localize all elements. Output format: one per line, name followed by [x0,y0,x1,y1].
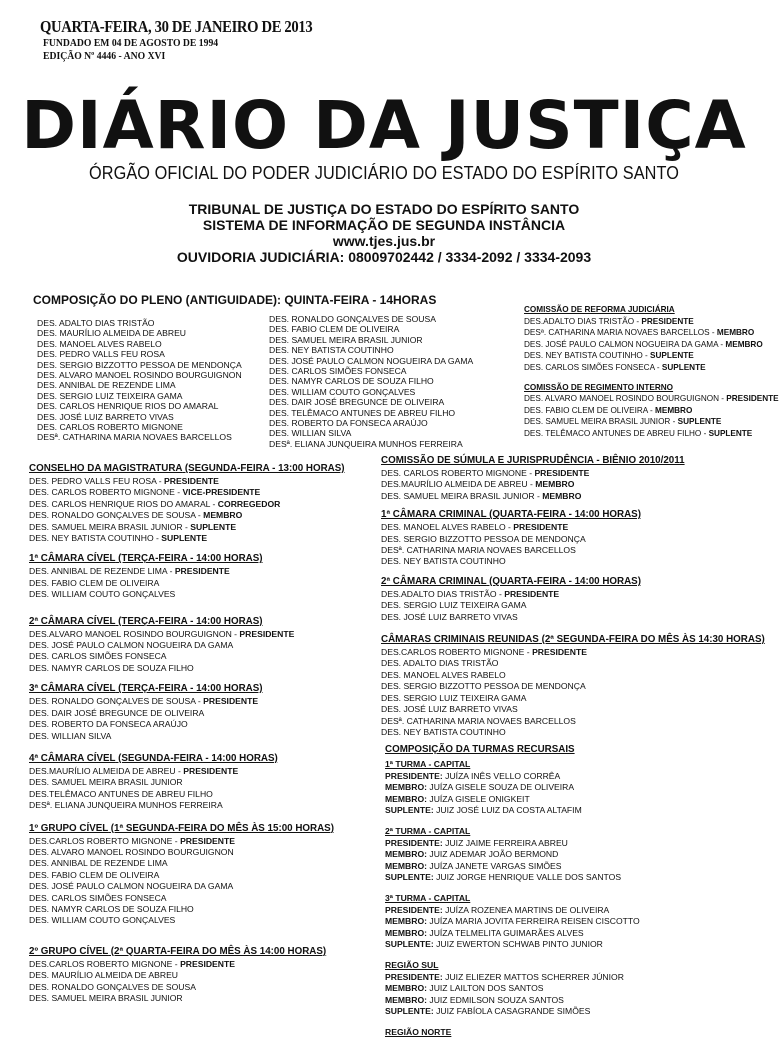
pleno-member: DES. SAMUEL MEIRA BRASIL JUNIOR [269,334,423,345]
member-name: DES. NEY BATISTA COUTINHO [29,533,154,544]
section-heading [381,575,765,589]
commission-member: DES. FABIO CLEM DE OLIVEIRA - MEMBRO [524,405,693,415]
turma-title: 1ª TURMA - CAPITAL [385,759,471,770]
section-member [381,727,765,738]
turma-row [381,849,765,860]
spacer [29,927,345,945]
pleno-member: DES. ROBERTO DA FONSECA ARAÚJO [269,418,428,429]
member-name: DES. SAMUEL MEIRA BRASIL JUNIOR [381,490,535,501]
turma-member-name: JUIZ ADEMAR JOÃO BERMOND [429,849,559,860]
member-name: DES. RONALDO GONÇALVES DE SOUSA [29,510,196,521]
right-sections-column [381,454,765,1039]
member-name: DES. CARLOS ROBERTO MIGNONE [29,487,175,498]
member-name: DES. WILLIAM COUTO GONÇALVES [29,915,176,926]
section-member [29,708,345,719]
section-member [29,640,345,651]
turma-role-label: SUPLENTE: [385,1006,434,1017]
section-title: 1ª CÂMARA CÍVEL [29,553,116,565]
turma-row [381,771,765,782]
member-name: DES. CARLOS ROBERTO MIGNONE [381,468,527,478]
member-name: DES. SERGIO LUIZ TEIXEIRA GAMA [381,600,527,611]
member-name: DESª. CATHARINA MARIA NOVAES BARCELLOS [381,715,576,726]
member-name: DES. RONALDO GONÇALVES DE SOUSA [29,696,196,707]
section-member: DES. ANNIBAL DE REZENDE LIMA - PRESIDENTE [29,566,230,577]
section-member [29,881,345,892]
section-member: DES.CARLOS ROBERTO MIGNONE - PRESIDENTE [29,958,235,969]
member-name: DES.MAURÍLIO ALMEIDA DE ABREU [381,479,528,490]
turma-title: REGIÃO NORTE [385,1027,452,1038]
pleno-member: DES. FABIO CLEM DE OLIVEIRA [269,324,400,335]
pleno-member: DES. WILLIAN SILVA [269,428,352,439]
member-role: MEMBRO [203,510,243,521]
commission-member: DES. TELÊMACO ANTUNES DE ABREU FILHO - SUPLENTE [524,428,753,438]
commission-member: DES. SAMUEL MEIRA BRASIL JUNIOR - SUPLENTE [524,417,722,427]
member-role: SUPLENTE [650,351,694,361]
pleno-title: COMPOSIÇÃO DO PLENO (ANTIGUIDADE): QUINTA-FEIRA - 14HORAS [33,293,437,307]
pleno-member: DES. ANNIBAL DE REZENDE LIMA [37,380,176,391]
section-title: 2ª CÂMARA CRIMINAL [381,575,487,587]
member-name: DES. SERGIO BIZZOTTO PESSOA DE MENDONÇA [381,533,586,544]
spacer [524,374,779,382]
turma-member-name: JUIZ EWERTON SCHWAB PINTO JUNIOR [436,939,603,949]
member-name: DESª. ELIANA JUNQUEIRA MUNHOS FERREIRA [29,800,223,811]
section-schedule: (QUARTA-FEIRA - 14:00 HORAS) [486,509,641,521]
section-member: DES.ADALTO DIAS TRISTÃO - PRESIDENTE [381,588,560,599]
member-name: DES. JOSÉ PAULO CALMON NOGUEIRA DA GAMA [29,881,234,892]
section-schedule: (TERÇA-FEIRA - 14:00 HORAS) [115,683,263,695]
commission-member: DESª. CATHARINA MARIA NOVAES BARCELLOS - MEMBRO [524,328,755,338]
pleno-member: DES. MAURÍLIO ALMEIDA DE ABREU [37,328,187,339]
turma-role-label: MEMBRO: [385,916,428,927]
section-title: CONSELHO DA MAGISTRATURA [29,463,183,474]
pleno-member: DES. TELÊMACO ANTUNES DE ABREU FILHO [269,407,456,418]
turma-role-label: MEMBRO: [385,849,428,860]
turma-member-name: JUIZ JOSÉ LUIZ DA COSTA ALTAFIM [436,804,582,815]
member-role: PRESIDENTE [203,696,259,707]
newspaper-subtitle: ÓRGÃO OFICIAL DO PODER JUDICIÁRIO DO ESTADO DO ESPÍRITO SANTO [88,162,680,183]
section-member: DES.MAURÍLIO ALMEIDA DE ABREU - PRESIDENTE [29,765,239,776]
turma-title: 3ª TURMA - CAPITAL [385,893,471,904]
section-schedule: (QUARTA-FEIRA - 14:00 HORAS) [486,575,641,587]
turma-role-label: PRESIDENTE: [385,971,443,982]
section-member: DES. RONALDO GONÇALVES DE SOUSA - MEMBRO [29,510,243,521]
commission-member: DES.ADALTO DIAS TRISTÃO - PRESIDENTE [524,316,694,326]
section-member [29,847,345,858]
turma-member-name: JUÍZA INÊS VELLO CORRÊA [445,770,561,781]
section-heading [29,615,345,629]
pleno-member: DES. CARLOS ROBERTO MIGNONE [37,422,183,433]
section-member [29,789,345,800]
turma-row [381,794,765,805]
member-role: SUPLENTE [677,417,722,427]
section-member [29,589,345,600]
section-heading [29,462,345,476]
member-name: DES. FABIO CLEM DE OLIVEIRA [524,405,648,415]
commissions-column [524,304,779,440]
spacer [381,816,765,826]
turma-row [381,861,765,872]
commission-title: COMISSÃO DE REGIMENTO INTERNO [524,382,674,392]
turma-row [381,995,765,1006]
system-name: SISTEMA DE INFORMAÇÃO DE SEGUNDA INSTÂNCIA [202,217,566,233]
commission-member: DES. ALVARO MANOEL ROSINDO BOURGUIGNON - PRESIDENTE [524,394,779,404]
member-role: MEMBRO [716,328,755,338]
turma-row [381,805,765,816]
member-role: PRESIDENTE [513,522,569,533]
member-role: MEMBRO [655,405,693,415]
publication-date: QUARTA-FEIRA, 30 DE JANEIRO DE 2013 [40,17,313,36]
spacer [381,568,765,575]
pleno-member: DES. NEY BATISTA COUTINHO [269,345,394,356]
spacer [29,674,345,682]
section-member [29,578,345,589]
spacer [381,950,765,960]
website-link[interactable]: www.tjes.jus.br [332,233,436,249]
pleno-member: DES. NAMYR CARLOS DE SOUZA FILHO [269,376,434,387]
turma-role-label: MEMBRO: [385,927,428,938]
spacer [29,601,345,615]
section-heading [29,752,345,766]
section-member [381,545,765,556]
turma-role-label: SUPLENTE: [385,939,434,949]
member-role: PRESIDENTE [641,316,694,326]
member-name: DES. SAMUEL MEIRA BRASIL JUNIOR [29,521,183,532]
section-member [381,612,765,623]
member-role: SUPLENTE [708,428,753,438]
member-name: DES. MANOEL ALVES RABELO [381,669,506,680]
member-name: DES.TELÊMACO ANTUNES DE ABREU FILHO [29,788,213,799]
section-member [29,904,345,915]
member-name: DESª. CATHARINA MARIA NOVAES BARCELLOS [524,328,710,338]
section-member [29,970,345,981]
member-name: DES. NEY BATISTA COUTINHO [524,351,643,361]
turma-role-label: MEMBRO: [385,860,428,871]
turma-row [381,905,765,916]
member-name: DES.CARLOS ROBERTO MIGNONE [381,647,525,658]
turma-row [381,928,765,939]
turma-row [381,939,765,950]
section-member: DES. SAMUEL MEIRA BRASIL JUNIOR - MEMBRO [381,490,582,501]
turma-member-name: JUIZ EDMILSON SOUZA SANTOS [429,994,564,1005]
section-member: DES. CARLOS ROBERTO MIGNONE - PRESIDENTE [381,468,590,478]
member-name: DES. SERGIO LUIZ TEIXEIRA GAMA [381,692,527,703]
member-role: PRESIDENTE [164,476,219,486]
member-name: DES.ALVARO MANOEL ROSINDO BOURGUIGNON [29,628,232,639]
turma-member-name: JUÍZA GISELE ONIGKEIT [429,793,530,804]
turma-member-name: JUÍZA GISELE SOUZA DE OLIVEIRA [429,782,575,793]
member-name: DES. FABIO CLEM DE OLIVEIRA [29,869,160,880]
section-member: DES. PEDRO VALLS FEU ROSA - PRESIDENTE [29,476,219,486]
member-role: PRESIDENTE [183,765,239,776]
pleno-member: DESª. CATHARINA MARIA NOVAES BARCELLOS [37,432,232,443]
masthead-dateline [40,17,357,63]
member-name: DES. DAIR JOSÉ BREGUNCE DE OLIVEIRA [29,707,205,718]
section-title: 3ª CÂMARA CÍVEL [29,683,116,695]
member-role: VICE-PRESIDENTE [182,487,261,498]
pleno-member: DES. ALVARO MANOEL ROSINDO BOURGUIGNON [37,370,242,381]
member-role: PRESIDENTE [239,628,295,639]
section-member [29,719,345,730]
section-member [381,681,765,692]
newspaper-title: DIÁRIO DA JUSTIÇA [21,87,747,164]
member-role: SUPLENTE [161,533,208,544]
turma-member-name: JUÍZA MARIA JOVITA FERREIRA REISEN CISCOTTO [429,916,640,927]
member-name: DES. CARLOS SIMÕES FONSECA [29,651,167,662]
turma-member-name: JUIZ FABÍOLA CASAGRANDE SIMÕES [436,1006,591,1017]
spacer [381,623,765,633]
member-name: DES. NEY BATISTA COUTINHO [381,556,506,567]
section-member [381,704,765,715]
member-role: PRESIDENTE [534,468,590,478]
member-name: DES. CARLOS SIMÕES FONSECA [524,362,655,372]
section-member: DES. NEY BATISTA COUTINHO - SUPLENTE [29,533,208,544]
pleno-member: DES. DAIR JOSÉ BREGUNCE DE OLIVEIRA [269,397,445,408]
member-role: CORREGEDOR [217,498,281,509]
section-member: DES.CARLOS ROBERTO MIGNONE - PRESIDENTE [29,835,235,846]
section-schedule: (1ª SEGUNDA-FEIRA DO MÊS ÀS 15:00 HORAS) [108,822,334,834]
section-heading [29,552,345,566]
turma-row [381,1006,765,1017]
pleno-member: DES. ADALTO DIAS TRISTÃO [37,318,155,328]
member-name: DES. WILLIAM COUTO GONÇALVES [29,589,176,600]
member-name: DES. NEY BATISTA COUTINHO [381,726,506,737]
section-title: 1º GRUPO CÍVEL [29,822,109,834]
member-name: DES. CARLOS SIMÕES FONSECA [29,892,167,903]
section-member [29,777,345,788]
section-member: DES. CARLOS HENRIQUE RIOS DO AMARAL - CORREGEDOR [29,498,281,509]
section-member [29,651,345,662]
section-member [29,915,345,926]
commission-member: DES. JOSÉ PAULO CALMON NOGUEIRA DA GAMA - MEMBRO [524,339,763,349]
turma-row [381,972,765,983]
section-heading [29,682,345,696]
turma-role-label: MEMBRO: [385,782,428,793]
turma-row [381,782,765,793]
pleno-member: DES. PEDRO VALLS FEU ROSA [37,349,165,360]
section-member [381,693,765,704]
turma-row [381,916,765,927]
member-role: SUPLENTE [661,362,706,372]
section-member [29,731,345,742]
member-name: DES.CARLOS ROBERTO MIGNONE [29,835,173,846]
pleno-member: DES. JOSÉ PAULO CALMON NOGUEIRA DA GAMA [269,355,474,366]
section-member: DES. MANOEL ALVES RABELO - PRESIDENTE [381,522,569,533]
turma-role-label: MEMBRO: [385,793,428,804]
pleno-member: DES. RONALDO GONÇALVES DE SOUSA [269,314,436,324]
member-role: PRESIDENTE [532,647,587,658]
member-role: MEMBRO [535,479,575,490]
turma-role-label: SUPLENTE: [385,804,434,815]
turma-role-label: SUPLENTE: [385,871,434,882]
pleno-column-2 [269,314,473,449]
turma-role-label: PRESIDENTE: [385,837,443,848]
section-member [381,600,765,611]
section-heading [381,633,765,647]
section-member [381,716,765,727]
turma-member-name: JUÍZA ROZENEA MARTINS DE OLIVEIRA [445,904,610,915]
pleno-member: DES. JOSÉ LUIZ BARRETO VIVAS [37,411,174,422]
turma-member-name: JUIZ JORGE HENRIQUE VALLE DOS SANTOS [436,871,622,882]
turmas-title: COMPOSIÇÃO DA TURMAS RECURSAIS [385,744,575,756]
pleno-member: DES. SERGIO LUIZ TEIXEIRA GAMA [37,390,183,401]
member-name: DES. JOSÉ LUIZ BARRETO VIVAS [381,611,518,622]
member-name: DES. TELÊMACO ANTUNES DE ABREU FILHO [524,428,702,438]
member-name: DESª. CATHARINA MARIA NOVAES BARCELLOS [381,545,576,556]
member-role: MEMBRO [725,339,763,349]
section-schedule: (TERÇA-FEIRA - 14:00 HORAS) [115,615,263,627]
pleno-column-1 [37,318,242,443]
member-role: PRESIDENTE [180,835,235,846]
section-schedule: (SEGUNDA-FEIRA - 14:00 HORAS) [115,752,278,764]
section-member [381,556,765,567]
member-name: DES.ADALTO DIAS TRISTÃO [381,588,497,599]
left-sections-column [29,462,345,1004]
member-name: DES. ALVARO MANOEL ROSINDO BOURGUIGNON [29,846,234,857]
section-heading [381,508,765,522]
spacer [381,1017,765,1027]
turma-role-label: PRESIDENTE: [385,904,443,915]
member-name: DES. ALVARO MANOEL ROSINDO BOURGUIGNON [524,394,720,404]
section-schedule: (TERÇA-FEIRA - 14:00 HORAS) [115,553,263,565]
section-member [29,982,345,993]
section-member: DES. SAMUEL MEIRA BRASIL JUNIOR - SUPLENTE [29,521,237,532]
pleno-member: DES. SERGIO BIZZOTTO PESSOA DE MENDONÇA [37,359,242,370]
turma-row [381,872,765,883]
commission-member: DES. NEY BATISTA COUTINHO - SUPLENTE [524,351,694,361]
pleno-member: DES. MANOEL ALVES RABELO [37,338,162,349]
turma-role-label: PRESIDENTE: [385,770,443,781]
member-name: DES. MAURÍLIO ALMEIDA DE ABREU [29,970,179,981]
section-member: DES.MAURÍLIO ALMEIDA DE ABREU - MEMBRO [381,479,575,490]
member-name: DES. MANOEL ALVES RABELO [381,522,506,533]
member-name: DES. NAMYR CARLOS DE SOUZA FILHO [29,662,194,673]
edition-line: EDIÇÃO Nº 4446 - ANO XVI [43,50,166,62]
member-role: MEMBRO [542,490,582,501]
member-name: DES. JOSÉ PAULO CALMON NOGUEIRA DA GAMA [524,339,719,349]
member-name: DES.ADALTO DIAS TRISTÃO [524,316,635,326]
turma-member-name: JUIZ JAIME FERREIRA ABREU [445,837,568,848]
section-title: CÂMARAS CRIMINAIS REUNIDAS [381,634,539,646]
member-name: DES. SERGIO BIZZOTTO PESSOA DE MENDONÇA [381,681,586,692]
pleno-member: DES. WILLIAM COUTO GONÇALVES [269,386,416,397]
ouvidoria-line: OUVIDORIA JUDICIÁRIA: 08009702442 / 3334-2092 / 3334-2093 [176,249,592,265]
section-title: 1ª CÂMARA CRIMINAL [381,509,487,521]
section-member [29,870,345,881]
member-name: DES. SAMUEL MEIRA BRASIL JUNIOR [29,777,183,788]
spacer [381,883,765,893]
member-name: DES. RONALDO GONÇALVES DE SOUSA [29,981,196,992]
member-name: DES. SAMUEL MEIRA BRASIL JUNIOR [524,417,671,427]
spacer [29,812,345,822]
member-name: DES. CARLOS HENRIQUE RIOS DO AMARAL [29,498,211,509]
turma-row [381,838,765,849]
tribunal-header [0,201,768,265]
section-heading [29,945,345,959]
member-role: PRESIDENTE [504,588,560,599]
turma-member-name: JUIZ LAILTON DOS SANTOS [429,983,544,994]
section-schedule: (SEGUNDA-FEIRA - 13:00 HORAS) [182,463,345,474]
commission-title: COMISSÃO DE REFORMA JUDICIÁRIA [524,305,675,314]
member-name: DES. JOSÉ LUIZ BARRETO VIVAS [381,704,518,715]
member-role: PRESIDENTE [174,566,230,577]
member-name: DES. FABIO CLEM DE OLIVEIRA [29,577,160,588]
pleno-member: DES. CARLOS SIMÕES FONSECA [269,366,407,377]
founded-line: FUNDADO EM 04 DE AGOSTO DE 1994 [43,37,219,49]
member-name: DES. NAMYR CARLOS DE SOUZA FILHO [29,903,194,914]
turma-role-label: MEMBRO: [385,994,428,1005]
commission-member: DES. CARLOS SIMÕES FONSECA - SUPLENTE [524,362,706,372]
member-name: DES. ANNIBAL DE REZENDE LIMA [29,858,168,869]
section-member [381,670,765,681]
tribunal-name: TRIBUNAL DE JUSTIÇA DO ESTADO DO ESPÍRITO SANTO [188,201,580,217]
turma-member-name: JUÍZA TELMELITA GUIMARÃES ALVES [429,927,584,938]
section-title: COMISSÃO DE SÚMULA E JURISPRUDÊNCIA - BIÊNIO 2010/2011 [381,455,685,466]
section-member [29,663,345,674]
member-name: DES. SAMUEL MEIRA BRASIL JUNIOR [29,993,183,1003]
turma-row [381,983,765,994]
member-name: DES. ANNIBAL DE REZENDE LIMA [29,566,168,577]
turma-member-name: JUÍZA JANETE VARGAS SIMÕES [429,860,562,871]
section-title: 2ª CÂMARA CÍVEL [29,615,116,627]
section-member [381,658,765,669]
member-name: DES.MAURÍLIO ALMEIDA DE ABREU [29,765,176,776]
section-member [29,858,345,869]
spacer [29,544,345,552]
member-role: SUPLENTE [190,521,237,532]
section-member: DES.CARLOS ROBERTO MIGNONE - PRESIDENTE [381,647,587,658]
section-member [381,534,765,545]
turma-role-label: MEMBRO: [385,983,428,994]
section-member: DES. RONALDO GONÇALVES DE SOUSA - PRESIDENTE [29,696,259,707]
spacer [29,742,345,752]
section-member: DES.ALVARO MANOEL ROSINDO BOURGUIGNON - PRESIDENTE [29,628,295,639]
pleno-member: DESª. ELIANA JUNQUEIRA MUNHOS FERREIRA [269,438,463,449]
section-schedule: (2ª SEGUNDA-FEIRA DO MÊS ÀS 14:30 HORAS) [538,634,765,646]
section-schedule: (2ª QUARTA-FEIRA DO MÊS ÀS 14:00 HORAS) [108,945,327,957]
section-member [29,893,345,904]
section-heading [29,822,345,836]
member-name: DES. WILLIAN SILVA [29,730,112,741]
section-member [29,800,345,811]
section-title: 4ª CÂMARA CÍVEL [29,752,116,764]
member-role: PRESIDENTE [180,958,235,969]
section-member [29,993,345,1004]
turma-title: 2ª TURMA - CAPITAL [385,826,471,837]
member-name: DES. ADALTO DIAS TRISTÃO [381,658,499,669]
section-member: DES. CARLOS ROBERTO MIGNONE - VICE-PRESIDENTE [29,487,261,498]
section-title: 2º GRUPO CÍVEL [29,945,109,957]
member-name: DES. ROBERTO DA FONSECA ARAÚJO [29,719,188,730]
section-heading [381,454,765,468]
member-name: DES.CARLOS ROBERTO MIGNONE [29,958,173,969]
turma-member-name: JUIZ ELIEZER MATTOS SCHERRER JÚNIOR [445,971,624,982]
member-name: DES. PEDRO VALLS FEU ROSA [29,476,157,486]
pleno-member: DES. CARLOS HENRIQUE RIOS DO AMARAL [37,401,219,412]
turma-title: REGIÃO SUL [385,960,439,971]
member-role: PRESIDENTE [726,394,779,404]
member-name: DES. JOSÉ PAULO CALMON NOGUEIRA DA GAMA [29,640,234,651]
